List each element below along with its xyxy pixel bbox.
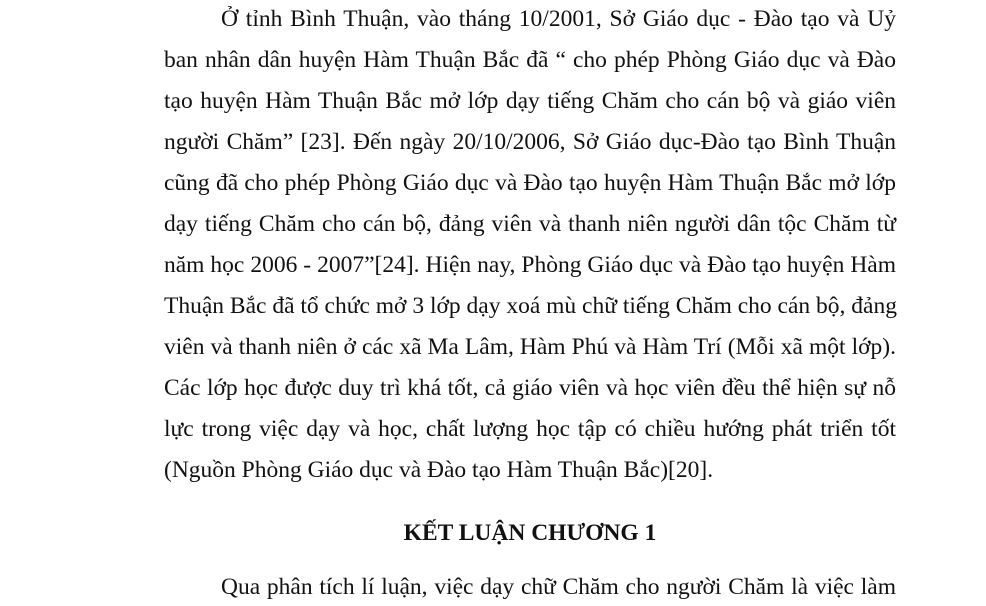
paragraph-1-line-11: lực trong việc dạy và học, chất lượng học tập có chiều hướng phát triển tốt: [164, 416, 896, 442]
paragraph-1-line-5: cũng đã cho phép Phòng Giáo dục và Đào tạo huyện Hàm Thuận Bắc mở lớp: [164, 170, 896, 196]
paragraph-1-line-12: (Nguồn Phòng Giáo dục và Đào tạo Hàm Thuận Bắc)[20].: [164, 457, 714, 483]
paragraph-2-line-1: Qua phân tích lí luận, việc dạy chữ Chăm cho người Chăm là việc làm: [221, 574, 896, 600]
paragraph-1-line-10: Các lớp học được duy trì khá tốt, cả giáo viên và học viên đều thể hiện sự nỗ: [164, 375, 896, 401]
paragraph-1-line-8: Thuận Bắc đã tổ chức mở 3 lớp dạy xoá mù chữ tiếng Chăm cho cán bộ, đảng: [164, 293, 897, 319]
paragraph-1-line-9: viên và thanh niên ở các xã Ma Lâm, Hàm Phú và Hàm Trí (Mỗi xã một lớp).: [164, 334, 896, 360]
chapter-conclusion-heading: KẾT LUẬN CHƯƠNG 1: [403, 520, 657, 546]
paragraph-1-line-1: Ở tỉnh Bình Thuận, vào tháng 10/2001, Sở Giáo dục - Đào tạo và Uỷ: [221, 6, 896, 32]
paragraph-1-line-2: ban nhân dân huyện Hàm Thuận Bắc đã “ cho phép Phòng Giáo dục và Đào: [164, 47, 896, 73]
paragraph-1-line-7: năm học 2006 - 2007”[24]. Hiện nay, Phòng Giáo dục và Đào tạo huyện Hàm: [164, 252, 896, 278]
paragraph-1-line-4: người Chăm” [23]. Đến ngày 20/10/2006, Sở Giáo dục-Đào tạo Bình Thuận: [164, 129, 896, 155]
paragraph-1-line-6: dạy tiếng Chăm cho cán bộ, đảng viên và thanh niên người dân tộc Chăm từ: [164, 211, 896, 237]
paragraph-1-line-3: tạo huyện Hàm Thuận Bắc mở lớp dạy tiếng Chăm cho cán bộ và giáo viên: [164, 88, 896, 114]
